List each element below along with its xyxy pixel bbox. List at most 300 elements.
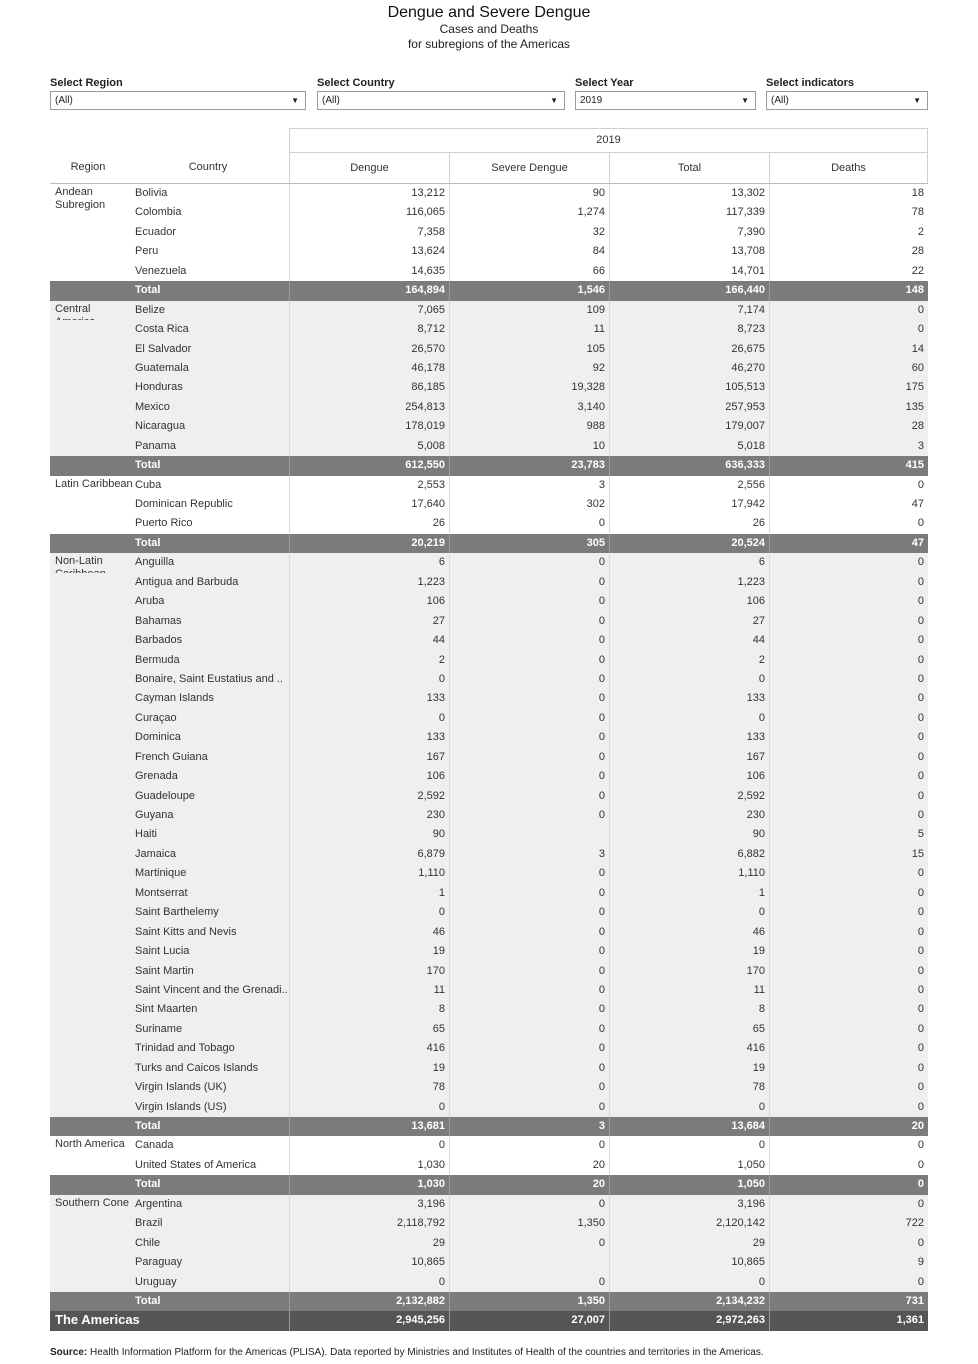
deaths-cell: 0: [769, 573, 928, 592]
country-cell: Argentina: [135, 1197, 183, 1210]
severe-dengue-subtotal-cell: 1,350: [449, 1292, 609, 1311]
deaths-subtotal-cell: 47: [769, 534, 928, 553]
country-cell: Anguilla: [135, 556, 175, 569]
total-cell: 1,110: [609, 864, 769, 883]
total-cell: 6: [609, 553, 769, 572]
dengue-grand-total-cell: 2,945,256: [289, 1311, 449, 1330]
severe-dengue-cell: 0: [449, 748, 609, 767]
total-subtotal-cell: 166,440: [609, 281, 769, 300]
deaths-cell: 5: [769, 825, 928, 844]
country-cell: El Salvador: [135, 342, 192, 355]
deaths-cell: 0: [769, 981, 928, 1000]
dengue-cell: 6: [289, 553, 449, 572]
deaths-cell: 0: [769, 728, 928, 747]
deaths-cell: 0: [769, 806, 928, 825]
region-filter: [50, 75, 306, 110]
region-cell: [50, 223, 133, 242]
total-cell: 2,556: [609, 476, 769, 495]
country-cell: Guyana: [135, 809, 174, 821]
source-label: Source:: [50, 1347, 88, 1358]
country-cell: Sint Maarten: [135, 1003, 198, 1016]
table-row: [50, 962, 928, 981]
region-cell: [50, 942, 133, 961]
dengue-subtotal-cell: 612,550: [289, 456, 449, 475]
region-cell: [50, 884, 133, 903]
country-cell: Chile: [135, 1236, 161, 1249]
region-cell: Southern Cone: [55, 1196, 129, 1209]
severe-dengue-cell: 0: [449, 787, 609, 806]
country-cell: Saint Martin: [135, 964, 194, 977]
country-dropdown[interactable]: [317, 91, 565, 110]
deaths-cell: 0: [769, 903, 928, 922]
grand-total-label: The Americas: [55, 1312, 140, 1328]
total-grand-total-cell: 2,972,263: [609, 1311, 769, 1330]
table-row: [50, 923, 928, 942]
dengue-cell: 0: [289, 709, 449, 728]
deaths-subtotal-cell: 731: [769, 1292, 928, 1311]
severe-dengue-cell: 0: [449, 651, 609, 670]
dengue-cell: 8,712: [289, 320, 449, 339]
total-cell: 5,018: [609, 437, 769, 456]
dengue-cell: 1,110: [289, 864, 449, 883]
table-row: [50, 340, 928, 359]
country-cell: Guadeloupe: [135, 789, 195, 802]
severe-dengue-cell: 0: [449, 689, 609, 708]
dengue-cell: 1,030: [289, 1156, 449, 1175]
table-row: [50, 476, 928, 495]
dengue-cell: 14,635: [289, 262, 449, 281]
total-cell: 257,953: [609, 398, 769, 417]
deaths-grand-total-cell: 1,361: [769, 1311, 928, 1330]
total-column-header[interactable]: Total: [609, 152, 769, 184]
table-row: [50, 1195, 928, 1214]
deaths-cell: 0: [769, 514, 928, 533]
severe-dengue-cell: 3: [449, 845, 609, 864]
severe-dengue-cell: 3: [449, 476, 609, 495]
dengue-cell: 13,212: [289, 184, 449, 203]
severe-dengue-cell: 0: [449, 962, 609, 981]
region-cell: [50, 1234, 133, 1253]
subtotal-row: [50, 1175, 928, 1194]
total-cell: 6,882: [609, 845, 769, 864]
deaths-cell: 0: [769, 1078, 928, 1097]
deaths-cell: 0: [769, 301, 928, 320]
severe-dengue-cell: [449, 1253, 609, 1272]
country-cell: Turks and Caicos Islands: [135, 1061, 259, 1074]
region-cell: [50, 825, 133, 844]
subtotal-row: [50, 1292, 928, 1311]
deaths-cell: 0: [769, 787, 928, 806]
region-cell: Andean Subregion: [55, 186, 106, 211]
country-column-header: Country: [188, 161, 228, 173]
dengue-column-header[interactable]: Dengue: [289, 152, 449, 184]
total-cell: 416: [609, 1039, 769, 1058]
deaths-cell: 3: [769, 437, 928, 456]
table-row: [50, 1234, 928, 1253]
severe-dengue-cell: 0: [449, 1234, 609, 1253]
deaths-cell: 722: [769, 1214, 928, 1233]
severe-dengue-subtotal-cell: 3: [449, 1117, 609, 1136]
severe-dengue-cell: 0: [449, 981, 609, 1000]
dengue-cell: 7,358: [289, 223, 449, 242]
country-cell: Saint Kitts and Nevis: [135, 925, 237, 938]
chevron-down-icon: ▼: [741, 96, 749, 105]
subtotal-label: Total: [135, 1120, 161, 1132]
country-cell: Cuba: [135, 478, 162, 491]
subtotal-label: Total: [135, 459, 161, 472]
dengue-cell: 416: [289, 1039, 449, 1058]
severe-dengue-cell: 3,140: [449, 398, 609, 417]
region-dropdown-value: (All): [55, 95, 73, 106]
region-cell: [50, 748, 133, 767]
region-cell: [50, 514, 133, 533]
region-cell: [50, 728, 133, 747]
severe-dengue-cell: 0: [449, 709, 609, 728]
total-cell: 2,120,142: [609, 1214, 769, 1233]
deaths-cell: 0: [769, 1136, 928, 1155]
country-cell: Guatemala: [135, 361, 189, 374]
total-cell: 11: [609, 981, 769, 1000]
region-dropdown[interactable]: [50, 91, 306, 110]
total-cell: 26,675: [609, 340, 769, 359]
total-cell: 0: [609, 670, 769, 689]
total-cell: 13,708: [609, 242, 769, 261]
dengue-cell: 17,640: [289, 495, 449, 514]
severe-dengue-cell: 0: [449, 631, 609, 650]
table-row: [50, 864, 928, 883]
severe-dengue-cell: 0: [449, 942, 609, 961]
region-cell: [50, 1117, 133, 1136]
source-text: Health Information Platform for the Americas (PLISA). Data reported by Ministries and Institutes of Health of the countries and territories in the Americas.: [87, 1347, 764, 1358]
severe-dengue-cell: 0: [449, 903, 609, 922]
region-cell: [50, 1020, 133, 1039]
dengue-cell: 13,624: [289, 242, 449, 261]
deaths-cell: 28: [769, 417, 928, 436]
total-cell: 133: [609, 689, 769, 708]
table-row: [50, 417, 928, 436]
deaths-subtotal-cell: 415: [769, 456, 928, 475]
deaths-cell: 0: [769, 864, 928, 883]
total-cell: 27: [609, 612, 769, 631]
region-cell: [50, 767, 133, 786]
dengue-cell: 44: [289, 631, 449, 650]
country-cell: Brazil: [135, 1217, 163, 1230]
page-subtitle-2: for subregions of the Americas: [407, 37, 571, 51]
severe-dengue-cell: 0: [449, 806, 609, 825]
dengue-cell: 0: [289, 1136, 449, 1155]
total-cell: 8,723: [609, 320, 769, 339]
region-cell: [50, 495, 133, 514]
region-cell: [50, 320, 133, 339]
dengue-cell: 167: [289, 748, 449, 767]
deaths-cell: 47: [769, 495, 928, 514]
country-cell: Saint Vincent and the Grenadi..: [135, 983, 288, 996]
region-cell: [50, 1078, 133, 1097]
dengue-cell: 86,185: [289, 378, 449, 397]
severe-dengue-subtotal-cell: 20: [449, 1175, 609, 1194]
total-cell: 230: [609, 806, 769, 825]
table-row: [50, 320, 928, 339]
deaths-cell: 175: [769, 378, 928, 397]
region-cell: [50, 1059, 133, 1078]
total-cell: 44: [609, 631, 769, 650]
table-row: [50, 203, 928, 222]
dengue-cell: 19: [289, 942, 449, 961]
severe-dengue-cell: 0: [449, 1039, 609, 1058]
country-cell: Canada: [135, 1139, 174, 1152]
region-cell: [50, 612, 133, 631]
region-filter-label: Select Region: [50, 77, 123, 89]
region-cell: [50, 534, 133, 553]
dengue-subtotal-cell: 1,030: [289, 1175, 449, 1194]
severe-dengue-cell: 10: [449, 437, 609, 456]
region-cell: [50, 359, 133, 378]
total-cell: 117,339: [609, 203, 769, 222]
page-subtitle: Cases and Deaths: [439, 22, 539, 36]
year-dropdown[interactable]: [575, 91, 756, 110]
country-cell: Belize: [135, 303, 165, 316]
severe-dengue-cell: 0: [449, 1078, 609, 1097]
dengue-cell: 170: [289, 962, 449, 981]
deaths-cell: 0: [769, 612, 928, 631]
country-filter-label: Select Country: [317, 77, 395, 89]
severe-dengue-grand-total-cell: 27,007: [449, 1311, 609, 1330]
deaths-cell: 0: [769, 553, 928, 572]
deaths-cell: 2: [769, 223, 928, 242]
total-cell: 13,302: [609, 184, 769, 203]
total-subtotal-cell: 636,333: [609, 456, 769, 475]
total-cell: 0: [609, 1098, 769, 1117]
region-cell: [50, 573, 133, 592]
deaths-cell: 0: [769, 1020, 928, 1039]
source-note: [50, 1347, 764, 1358]
total-cell: 78: [609, 1078, 769, 1097]
total-cell: 2,592: [609, 787, 769, 806]
dengue-cell: 26: [289, 514, 449, 533]
region-cell: [50, 456, 133, 475]
country-cell: Aruba: [135, 595, 165, 608]
country-cell: Colombia: [135, 206, 182, 219]
deaths-cell: 0: [769, 962, 928, 981]
table-row: [50, 689, 928, 708]
region-cell: [50, 651, 133, 670]
subtotal-label: Total: [135, 536, 161, 549]
region-cell: [50, 1214, 133, 1233]
region-cell: [50, 281, 133, 300]
severe-dengue-cell: 0: [449, 728, 609, 747]
table-row: [50, 359, 928, 378]
country-dropdown-value: (All): [322, 95, 340, 106]
country-cell: Saint Barthelemy: [135, 906, 219, 919]
deaths-cell: 28: [769, 242, 928, 261]
dengue-cell: 26,570: [289, 340, 449, 359]
country-cell: United States of America: [135, 1158, 257, 1171]
year-filter: [575, 75, 756, 110]
dengue-cell: 2,118,792: [289, 1214, 449, 1233]
table-row: [50, 787, 928, 806]
total-cell: 46: [609, 923, 769, 942]
table-row: [50, 1214, 928, 1233]
indicators-dropdown[interactable]: [766, 91, 928, 110]
total-subtotal-cell: 2,134,232: [609, 1292, 769, 1311]
dengue-cell: 27: [289, 612, 449, 631]
total-cell: 1,050: [609, 1156, 769, 1175]
total-cell: 65: [609, 1020, 769, 1039]
total-cell: 106: [609, 767, 769, 786]
country-cell: Honduras: [135, 381, 183, 394]
deaths-cell: 0: [769, 1000, 928, 1019]
dengue-cell: 0: [289, 670, 449, 689]
country-cell: Jamaica: [135, 847, 176, 860]
region-cell: Central: [55, 302, 91, 315]
table-row: [50, 553, 928, 572]
deaths-cell: 0: [769, 592, 928, 611]
severe-dengue-cell: 0: [449, 573, 609, 592]
deaths-subtotal-cell: 0: [769, 1175, 928, 1194]
deaths-cell: 0: [769, 1039, 928, 1058]
severe-dengue-cell: [449, 825, 609, 844]
region-cell: [50, 340, 133, 359]
dengue-cell: 178,019: [289, 417, 449, 436]
table-row: [50, 709, 928, 728]
dengue-cell: 46,178: [289, 359, 449, 378]
region-cell: [50, 242, 133, 261]
table-row: [50, 903, 928, 922]
dengue-cell: 0: [289, 903, 449, 922]
severe-dengue-cell: 0: [449, 1273, 609, 1292]
deaths-cell: 0: [769, 1098, 928, 1117]
country-cell: Venezuela: [135, 264, 187, 277]
severe-dengue-cell: 0: [449, 1000, 609, 1019]
table-row: [50, 845, 928, 864]
deaths-cell: 0: [769, 1273, 928, 1292]
grand-total-row: [50, 1311, 928, 1330]
country-cell: Bolivia: [135, 187, 168, 199]
subtotal-row: [50, 1117, 928, 1136]
total-cell: 2: [609, 651, 769, 670]
table-row: [50, 262, 928, 281]
deaths-cell: 135: [769, 398, 928, 417]
country-cell: Cayman Islands: [135, 692, 214, 705]
dengue-cell: 2,592: [289, 787, 449, 806]
dengue-cell: 2,553: [289, 476, 449, 495]
severe-dengue-cell: 0: [449, 1195, 609, 1214]
severe-dengue-cell: 0: [449, 612, 609, 631]
region-cell: [50, 689, 133, 708]
dengue-cell: 5,008: [289, 437, 449, 456]
subtotal-label: Total: [135, 1294, 161, 1307]
severe-dengue-cell: 84: [449, 242, 609, 261]
page-title: Dengue and Severe Dengue: [387, 4, 591, 21]
region-cell: [50, 981, 133, 1000]
table-row: [50, 437, 928, 456]
severe-dengue-cell: 19,328: [449, 378, 609, 397]
total-subtotal-cell: 1,050: [609, 1175, 769, 1194]
deaths-cell: 0: [769, 1059, 928, 1078]
country-cell: Virgin Islands (UK): [135, 1081, 227, 1094]
country-cell: Grenada: [135, 770, 178, 783]
region-cell: [50, 1273, 133, 1292]
dengue-cell: 65: [289, 1020, 449, 1039]
severe-dengue-cell: 92: [449, 359, 609, 378]
total-cell: 1,223: [609, 573, 769, 592]
table-row: [50, 184, 928, 211]
total-cell: 14,701: [609, 262, 769, 281]
table-row: [50, 748, 928, 767]
region-column-header: Region: [70, 161, 106, 173]
dengue-cell: 254,813: [289, 398, 449, 417]
total-cell: 0: [609, 709, 769, 728]
country-cell: Costa Rica: [135, 323, 189, 336]
total-cell: 10,865: [609, 1253, 769, 1272]
table-row: [50, 612, 928, 631]
deaths-subtotal-cell: 20: [769, 1117, 928, 1136]
severe-dengue-cell: 1,274: [449, 203, 609, 222]
total-subtotal-cell: 13,684: [609, 1117, 769, 1136]
table-row: [50, 1000, 928, 1019]
chevron-down-icon: ▼: [550, 96, 558, 105]
severe-dengue-cell: 20: [449, 1156, 609, 1175]
table-row: [50, 767, 928, 786]
table-row: [50, 942, 928, 961]
table-row: [50, 1136, 928, 1155]
deaths-cell: 22: [769, 262, 928, 281]
table-body: [50, 184, 928, 1331]
region-cell: [50, 417, 133, 436]
dengue-cell: 6,879: [289, 845, 449, 864]
year-filter-label: Select Year: [575, 77, 634, 89]
country-cell: Martinique: [135, 867, 187, 880]
severe-dengue-cell: 0: [449, 1020, 609, 1039]
severe-dengue-cell: 105: [449, 340, 609, 359]
deaths-cell: 0: [769, 476, 928, 495]
total-cell: 17,942: [609, 495, 769, 514]
severe-dengue-column-header[interactable]: Severe Dengue: [449, 152, 609, 184]
dengue-cell: 106: [289, 767, 449, 786]
severe-dengue-subtotal-cell: 1,546: [449, 281, 609, 300]
page-header: [0, 3, 978, 52]
severe-dengue-subtotal-cell: 23,783: [449, 456, 609, 475]
deaths-column-header[interactable]: Deaths: [769, 152, 928, 184]
total-cell: 46,270: [609, 359, 769, 378]
total-cell: 8: [609, 1000, 769, 1019]
country-cell: Puerto Rico: [135, 517, 193, 530]
region-cell: [50, 806, 133, 825]
country-cell: Dominica: [135, 731, 181, 744]
region-cell: [50, 262, 133, 281]
table-row: [50, 981, 928, 1000]
region-cell: [50, 1156, 133, 1175]
deaths-cell: 9: [769, 1253, 928, 1272]
region-cell: [50, 864, 133, 883]
country-cell: Nicaragua: [135, 420, 186, 433]
total-cell: 0: [609, 903, 769, 922]
country-cell: Curaçao: [135, 711, 177, 724]
region-cell: [50, 923, 133, 942]
total-cell: 19: [609, 1059, 769, 1078]
total-cell: 133: [609, 728, 769, 747]
region-cell: [50, 1039, 133, 1058]
table-row: [50, 1156, 928, 1175]
dengue-cell: 1: [289, 884, 449, 903]
severe-dengue-cell: 0: [449, 1098, 609, 1117]
indicators-filter: [766, 75, 928, 110]
dengue-cell: 2: [289, 651, 449, 670]
table-row: [50, 495, 928, 514]
country-cell: Antigua and Barbuda: [135, 575, 239, 588]
severe-dengue-cell: 90: [449, 184, 609, 203]
indicators-dropdown-value: (All): [771, 95, 789, 106]
